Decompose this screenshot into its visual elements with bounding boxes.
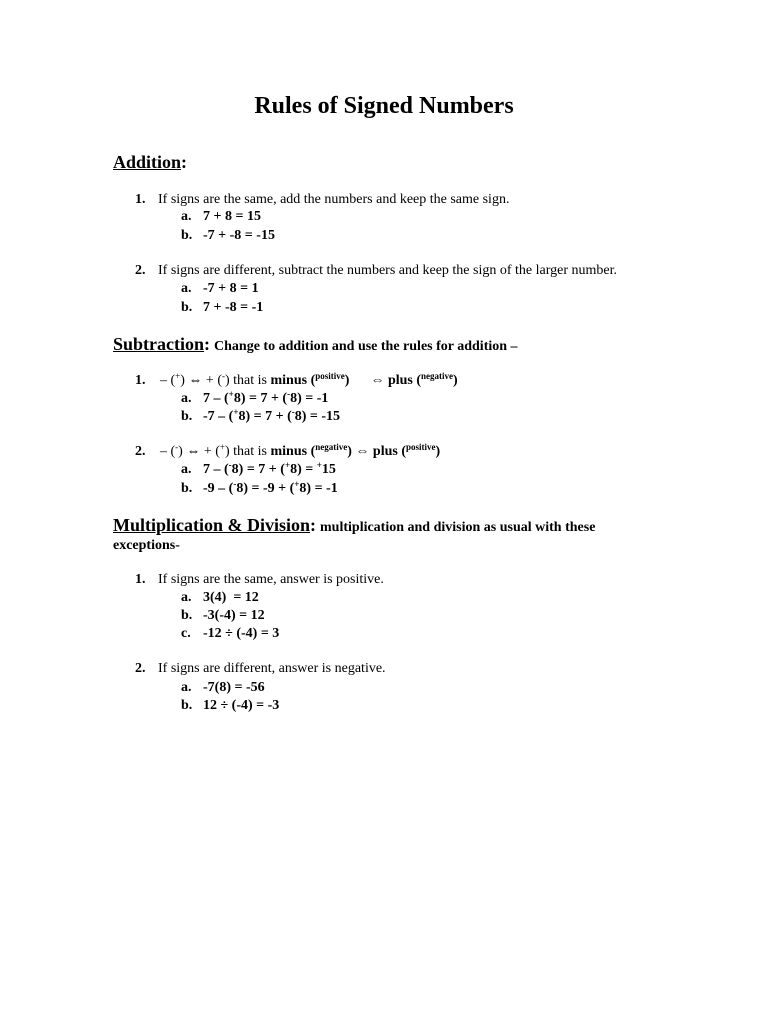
multdiv-note: multiplication and division as usual with these [320, 520, 596, 535]
sub-r1-positive: positive [315, 371, 345, 381]
iff-icon: ⇔ [186, 444, 201, 459]
sub-r2-plus-open: + ( [203, 444, 220, 459]
subtraction-note: Change to addition and use the rules for addition – [214, 339, 518, 354]
sign-sup: + [294, 479, 300, 489]
expr-part: 8) = -15 [294, 409, 341, 424]
subtraction-rule-2-example-b [203, 481, 338, 497]
multdiv-rule-1-text: If signs are the same, answer is positive. [158, 572, 384, 587]
sub-r2-open-paren2: ( [401, 444, 407, 459]
expr-part: -7 – ( [203, 409, 234, 424]
sub-r1-plus-word: plus [387, 373, 413, 388]
multdiv-rule-2-example-b: 12 ÷ (-4) = -3 [203, 698, 280, 713]
subtraction-section-header [113, 334, 518, 355]
sub-r1-that-is: that is [233, 373, 267, 388]
addition-rule-2-example-b: 7 + -8 = -1 [203, 300, 264, 315]
sign-sup: + [233, 407, 239, 417]
multdiv-rule-2-example-a-letter: a. [181, 680, 192, 695]
sign-sup: + [228, 389, 234, 399]
sub-r1-close2: ) [224, 373, 230, 388]
sub-r2-negative: negative [315, 442, 348, 452]
sub-r2-close-paren: ) [347, 444, 352, 459]
addition-rule-1-text: If signs are the same, add the numbers and keep the same sign. [158, 192, 510, 207]
subtraction-rule-1-example-b [203, 409, 340, 425]
addition-rule-1-example-b-letter: b. [181, 228, 193, 243]
multdiv-rule-1-example-c-letter: c. [181, 626, 191, 641]
subtraction-rule-2-example-a [203, 462, 336, 478]
addition-rule-1-example-a: 7 + 8 = 15 [203, 209, 261, 224]
sub-r1-close-paren: ) [344, 373, 350, 388]
sub-r2-minus-word: minus [270, 444, 308, 459]
multdiv-rule-1-example-b-letter: b. [181, 608, 193, 623]
iff-icon: ⇔ [188, 373, 203, 388]
multdiv-colon: : [310, 515, 317, 535]
multdiv-rule-1-example-c: -12 ÷ (-4) = 3 [203, 626, 280, 641]
addition-rule-1-example-b: -7 + -8 = -15 [203, 228, 275, 243]
subtraction-rule-1-number: 1. [135, 373, 146, 388]
multdiv-rule-1-example-a: 3(4) = 12 [203, 590, 259, 605]
addition-rule-2-example-b-letter: b. [181, 300, 193, 315]
subtraction-rule-1-example-b-letter: b. [181, 409, 193, 424]
sign-sup: - [291, 407, 295, 417]
sub-r1-minus-word: minus [270, 373, 308, 388]
sub-r2-close-paren2: ) [435, 444, 441, 459]
subtraction-colon: : [204, 334, 211, 354]
multdiv-rule-2-example-b-letter: b. [181, 698, 193, 713]
multdiv-note-cont: exceptions- [113, 538, 180, 553]
multdiv-rule-2-example-a: -7(8) = -56 [203, 680, 265, 695]
sub-r1-open-paren2: ( [416, 373, 422, 388]
addition-colon: : [181, 152, 188, 172]
addition-rule-2-example-a: -7 + 8 = 1 [203, 281, 259, 296]
iff-icon: ⇔ [370, 373, 385, 388]
sub-r2-plus-sign: + [219, 442, 225, 452]
sub-r1-plus-open: + ( [205, 373, 222, 388]
expr-part: 8) = 7 + ( [233, 391, 288, 406]
multdiv-rule-2-text: If signs are different, answer is negative. [158, 661, 386, 676]
sub-r2-close2: ) [224, 444, 230, 459]
page-title: Rules of Signed Numbers [254, 93, 514, 119]
addition-rule-1-example-a-letter: a. [181, 209, 192, 224]
addition-rule-2-number: 2. [135, 263, 146, 278]
sub-r1-close: ) [180, 373, 185, 388]
sub-r1-minus: – ( [160, 373, 176, 388]
sub-r2-open-paren: ( [310, 444, 316, 459]
subtraction-rule-2-example-b-letter: b. [181, 481, 193, 496]
addition-section-header [113, 152, 187, 173]
expr-part: 8) = -1 [290, 391, 329, 406]
expr-part: 8) = 7 + ( [238, 409, 292, 424]
multdiv-rule-1-example-a-letter: a. [181, 590, 192, 605]
sub-r1-open-paren: ( [310, 373, 316, 388]
sub-r1-close-paren2: ) [453, 373, 458, 388]
sub-r2-minus-sign: - [175, 442, 179, 452]
expr-part: 8) = -9 + ( [236, 481, 295, 496]
addition-rule-2-example-a-letter: a. [181, 281, 192, 296]
expr-part: -9 – ( [203, 481, 234, 496]
sub-r2-minus: – ( [160, 444, 176, 459]
sign-sup: - [228, 460, 232, 470]
subtraction-rule-1-example-a [203, 391, 328, 407]
subtraction-rule-2-number: 2. [135, 444, 146, 459]
multdiv-rule-1-example-b: -3(-4) = 12 [203, 608, 265, 623]
subtraction-rule-1-example-a-letter: a. [181, 391, 192, 406]
sub-r1-minus-sign: - [221, 371, 225, 381]
sub-r1-plus-sign: + [175, 371, 181, 381]
sign-sup: + [284, 460, 291, 470]
multdiv-heading: Multiplication & Division [113, 515, 311, 535]
addition-heading: Addition [113, 152, 182, 172]
expr-part: 8) = [290, 462, 317, 477]
addition-rule-2-text: If signs are different, subtract the numbers and keep the sign of the larger number. [158, 263, 618, 278]
sub-r2-close: ) [178, 444, 183, 459]
sign-sup: + [316, 460, 322, 470]
sub-r1-negative: negative [421, 371, 454, 381]
sign-sup: - [287, 389, 291, 399]
expr-part: 7 – ( [203, 391, 229, 406]
multdiv-rule-2-number: 2. [135, 661, 146, 676]
expr-part: 7 – ( [203, 462, 229, 477]
addition-rule-1-number: 1. [135, 192, 146, 207]
expr-part: 15 [321, 462, 336, 477]
subtraction-rule-2 [160, 444, 440, 460]
multdiv-rule-1-number: 1. [135, 572, 146, 587]
iff-icon: ⇔ [355, 444, 370, 459]
subtraction-heading: Subtraction [113, 334, 205, 354]
subtraction-rule-1 [160, 373, 458, 389]
sub-r2-plus-word: plus [372, 444, 398, 459]
sub-r2-positive: positive [406, 442, 436, 452]
expr-part: 8) = -1 [299, 481, 338, 496]
expr-part: 8) = 7 + ( [231, 462, 285, 477]
sign-sup: - [233, 479, 237, 489]
multdiv-section-header [113, 515, 595, 536]
subtraction-rule-2-example-a-letter: a. [181, 462, 192, 477]
sub-r2-that-is: that is [233, 444, 267, 459]
